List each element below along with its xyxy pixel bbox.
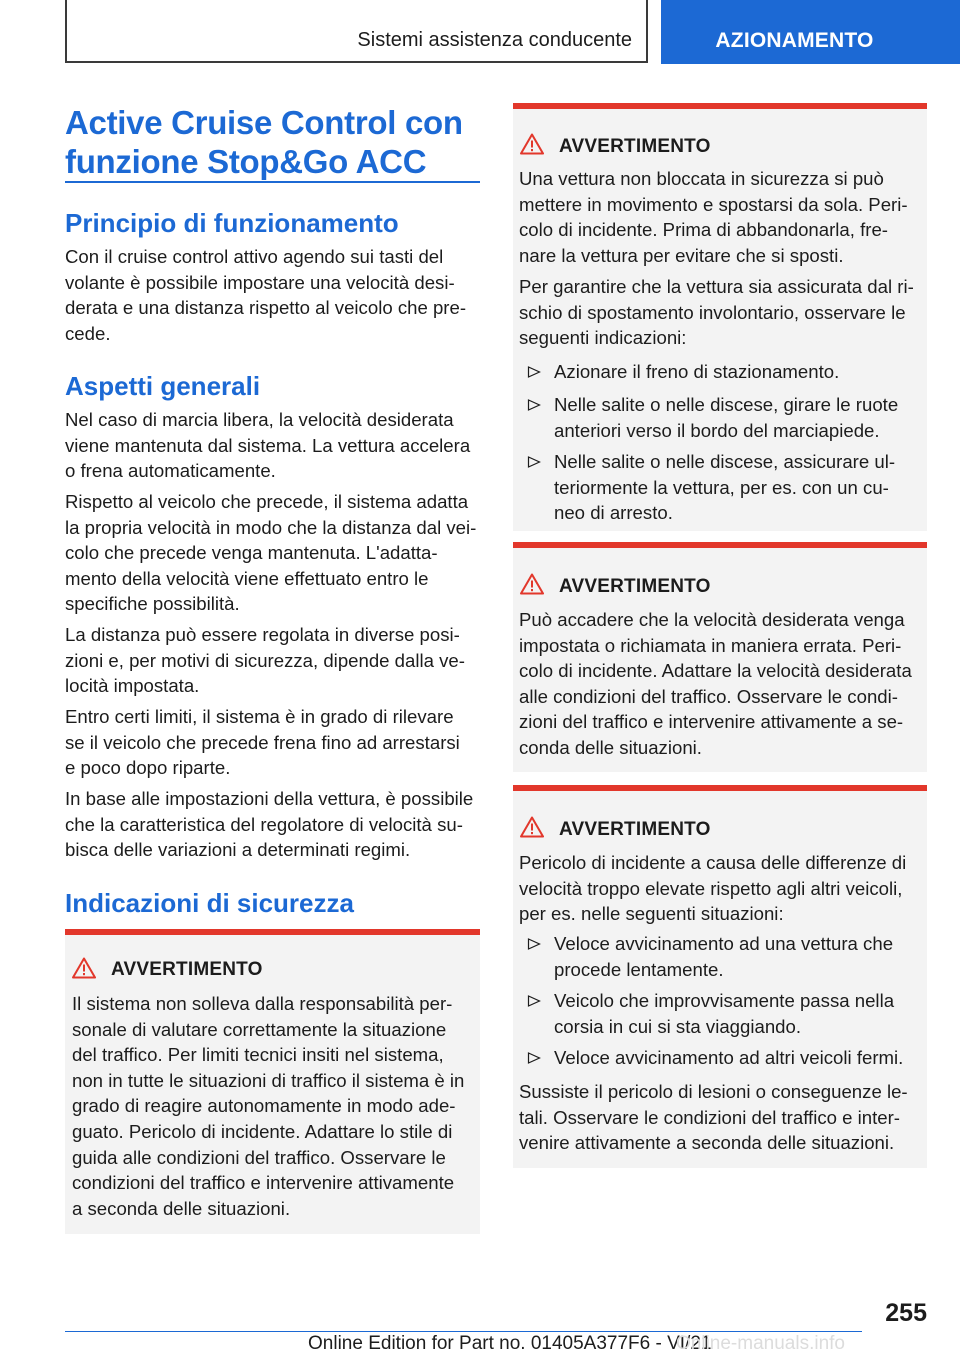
warning-text-a [519, 850, 929, 927]
paragraph-aspetti-2 [65, 489, 483, 617]
text-line: guida alle condizioni del traffico. Osservare le [72, 1146, 446, 1168]
warning-title: AVVERTIMENTO [559, 136, 711, 157]
text-line: Nelle salite o nelle discese, assicurare ul- [554, 451, 896, 472]
text-line: colo di incidente. Prima di abbandonarla, fre- [519, 219, 888, 241]
text-line: teriormente la vettura, per es. con un cu- [554, 476, 889, 498]
text-line: schio di spostamento involontario, osservare le [519, 301, 906, 323]
text-line: conda delle situazioni. [519, 736, 702, 758]
warning-box-4 [513, 785, 927, 1168]
warning-text [519, 607, 929, 761]
heading-aspetti: Aspetti generali [65, 371, 261, 401]
text-line: Rispetto al veicolo che precede, il sistema adatta [65, 491, 469, 512]
warning-title: AVVERTIMENTO [559, 576, 711, 597]
page-number: 255 [885, 1299, 927, 1327]
warning-text-b [519, 274, 929, 351]
text-line: venire attivamente a seconda delle situazioni. [519, 1132, 895, 1154]
warning-box-2 [513, 103, 927, 531]
text-line: anteriori verso il bordo del marciapiede. [554, 419, 880, 441]
text-line: Veloce avvicinamento ad una vettura che [554, 933, 894, 954]
text-line: Nelle salite o nelle discese, girare le ruote [554, 394, 899, 415]
text-line: Entro certi limiti, il sistema è in grado di rilevare [65, 706, 454, 727]
text-line: cede. [65, 322, 111, 344]
heading-sicurezza: Indicazioni di sicurezza [65, 888, 354, 918]
triangle-bullet-icon [527, 455, 541, 469]
warning-text-a [519, 166, 929, 268]
text-line: tali. Osservare le condizioni del traffico e inter- [519, 1106, 900, 1128]
text-line: Sussiste il pericolo di lesioni o conseguenze le- [519, 1081, 908, 1102]
warning-title: AVVERTIMENTO [559, 819, 711, 840]
text-line: alle condizioni del traffico. Osservare le condi- [519, 685, 898, 707]
text-line: specifiche possibilità. [65, 593, 240, 615]
text-line: mento della velocità viene effettuato entro le [65, 567, 429, 589]
text-line: mettere in movimento e spostarsi da sola. Peri- [519, 193, 908, 215]
warning-text-b [519, 1079, 929, 1156]
paragraph-aspetti-3 [65, 622, 483, 699]
triangle-bullet-icon [527, 937, 541, 951]
text-line: volante è possibile impostare una velocità desi- [65, 271, 455, 293]
text-line: colo che precede venga mantenuta. L'adatta- [65, 542, 438, 564]
text-line: grado di reagire autonomamente in modo ade- [72, 1095, 456, 1117]
page-title-line-2: funzione Stop&Go ACC [65, 143, 427, 180]
text-line: a seconda delle situazioni. [72, 1197, 291, 1219]
text-line: In base alle impostazioni della vettura, è possibile [65, 788, 474, 809]
text-line: viene mantenuta dal sistema. La vettura accelera [65, 434, 471, 456]
text-line: La distanza può essere regolata in diverse posi- [65, 624, 460, 645]
text-line: la propria velocità in modo che la distanza dal vei- [65, 516, 477, 538]
list-item-text [554, 392, 926, 443]
warning-title: AVVERTIMENTO [111, 959, 263, 980]
text-line: zioni del traffico e intervenire attivamente a se- [519, 711, 904, 733]
chapter-tab[interactable] [661, 0, 960, 64]
text-line: impostata o richiamata in maniera errata. Peri- [519, 634, 902, 656]
text-line: per es. nelle seguenti situazioni: [519, 903, 784, 925]
text-line: Veicolo che improvvisamente passa nella [554, 990, 895, 1011]
edition-text: Online Edition for Part no. 01405A377F6 - VI/21 [308, 1333, 712, 1354]
triangle-bullet-icon [527, 1051, 541, 1065]
list-item-text [554, 449, 926, 526]
triangle-bullet-icon [527, 994, 541, 1008]
triangle-bullet-icon [527, 365, 541, 379]
text-line: non in tutte le situazioni di traffico il sistema è in [72, 1069, 465, 1091]
text-line: Nel caso di marcia libera, la velocità desiderata [65, 409, 454, 430]
list-item-text [554, 1045, 926, 1071]
text-line: procede lentamente. [554, 958, 724, 980]
paragraph-aspetti-4 [65, 704, 483, 781]
list-item-text [554, 359, 926, 385]
chapter-tab-label: AZIONAMENTO [715, 29, 874, 52]
text-line: derata e una distanza rispetto al veicolo che pre- [65, 297, 467, 319]
warning-triangle-icon [520, 816, 544, 838]
text-line: velocità troppo elevate rispetto agli altri veicoli, [519, 877, 903, 899]
warning-triangle-icon [520, 133, 544, 155]
title-divider [65, 181, 480, 183]
heading-principio: Principio di funzionamento [65, 208, 399, 238]
text-line: o frena automaticamente. [65, 460, 276, 482]
text-line: se il veicolo che precede frena fino ad arrestarsi [65, 731, 460, 753]
header-section-box [65, 0, 648, 63]
text-line: e poco dopo riparte. [65, 757, 231, 779]
text-line: Può accadere che la velocità desiderata venga [519, 609, 905, 630]
text-line: seguenti indicazioni: [519, 327, 687, 349]
text-line: guato. Pericolo di incidente. Adattare lo stile di [72, 1120, 453, 1142]
text-line: sonale di valutare correttamente la situazione [72, 1018, 447, 1040]
text-line: che la caratteristica del regolatore di velocità su- [65, 813, 463, 835]
text-line: neo di arresto. [554, 502, 673, 524]
text-line: Con il cruise control attivo agendo sui tasti del [65, 246, 444, 267]
text-line: Per garantire che la vettura sia assicurata dal ri- [519, 276, 914, 297]
warning-triangle-icon [72, 957, 96, 979]
triangle-bullet-icon [527, 398, 541, 412]
warning-box-3 [513, 542, 927, 772]
text-line: Azionare il freno di stazionamento. [554, 361, 840, 382]
text-line: locità impostata. [65, 675, 200, 697]
text-line: del traffico. Per limiti tecnici insiti nel sistema, [72, 1044, 444, 1066]
footer-divider [65, 1331, 862, 1332]
warning-triangle-icon [520, 573, 544, 595]
text-line: Veloce avvicinamento ad altri veicoli fermi. [554, 1047, 904, 1068]
section-title: Sistemi assistenza conducente [357, 29, 632, 51]
text-line: zioni e, per motivi di sicurezza, dipende dalla ve- [65, 649, 465, 671]
text-line: bisca delle variazioni a determinati regimi. [65, 839, 411, 861]
text-line: condizioni del traffico e intervenire attivamente [72, 1172, 455, 1194]
text-line: corsia in cui si sta viaggiando. [554, 1015, 802, 1037]
text-line: Il sistema non solleva dalla responsabilità per- [72, 993, 453, 1014]
paragraph-aspetti-5 [65, 786, 483, 863]
watermark: Online-manuals.info [676, 1333, 845, 1354]
page-title [65, 103, 480, 181]
list-item-text [554, 988, 926, 1039]
text-line: colo di incidente. Adattare la velocità desiderata [519, 660, 912, 682]
text-line: Una vettura non bloccata in sicurezza si può [519, 168, 884, 189]
warning-text [72, 991, 482, 1221]
paragraph-aspetti-1 [65, 407, 483, 484]
list-item-text [554, 931, 926, 982]
paragraph-principio [65, 244, 483, 346]
text-line: Pericolo di incidente a causa delle differenze di [519, 852, 907, 873]
warning-box-1 [65, 929, 480, 1234]
text-line: nare la vettura per evitare che si sposti. [519, 244, 844, 266]
page-title-line-1: Active Cruise Control con [65, 104, 463, 141]
